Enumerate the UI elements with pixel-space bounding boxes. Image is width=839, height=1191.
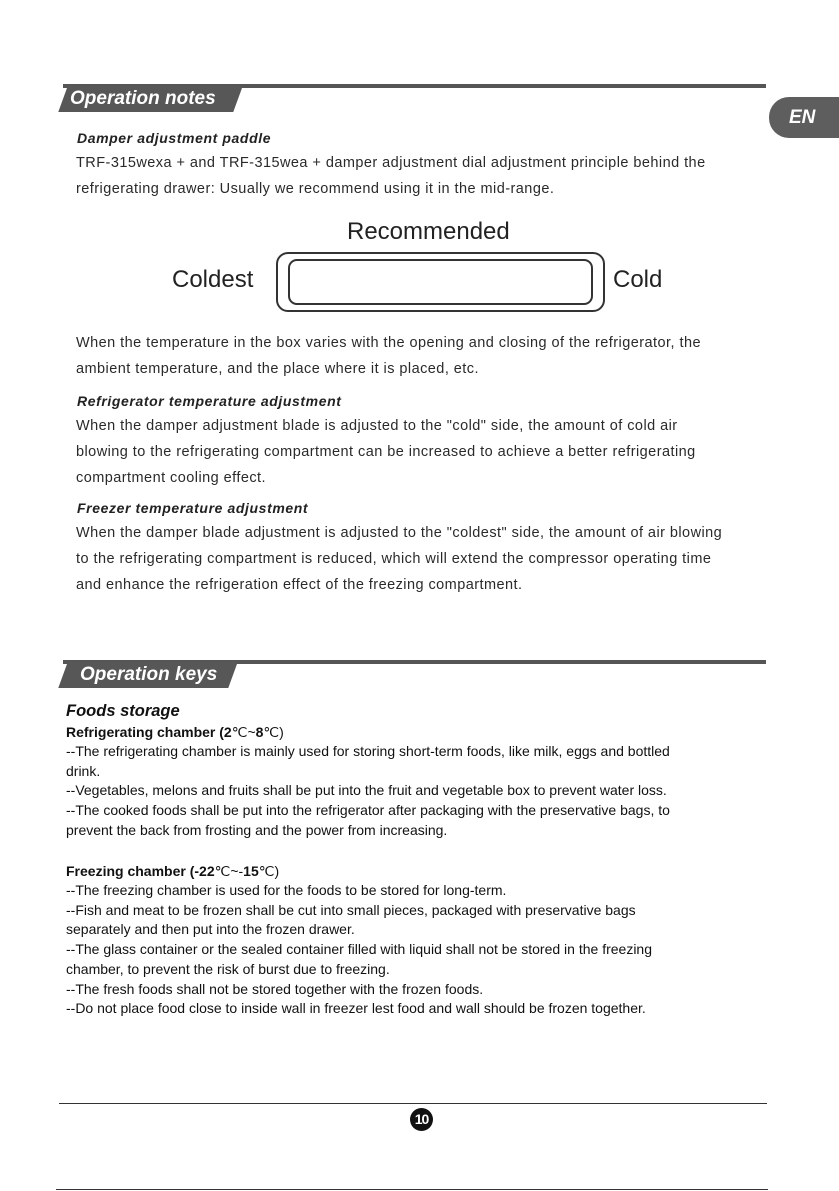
heading-text: Refrigerating chamber (2 <box>66 724 232 740</box>
footer-divider <box>59 1103 767 1104</box>
text-line: blowing to the refrigerating compartment can be increased to achieve a better refrigerating <box>76 443 696 460</box>
text-line: --The refrigerating chamber is mainly used for storing short-term foods, like milk, eggs and bottled <box>66 743 670 759</box>
text-line: When the damper blade adjustment is adjusted to the "coldest" side, the amount of air blowing <box>76 525 723 541</box>
freezing-chamber-heading <box>66 863 279 880</box>
text-line: ambient temperature, and the place where it is placed, etc. <box>76 360 479 377</box>
text-line: prevent the back from frosting and the power from increasing. <box>66 821 448 838</box>
text-line: --Fish and meat to be frozen shall be cut into small pieces, packaged with preservative bags <box>66 901 636 918</box>
heading-text: ℃~ <box>231 724 256 740</box>
heading-text: ℃) <box>263 724 284 740</box>
foods-storage-heading: Foods storage <box>66 702 180 720</box>
text-line: and enhance the refrigeration effect of the freezing compartment. <box>76 576 523 593</box>
text-line: --Do not place food close to inside wall in freezer lest food and wall should be frozen together. <box>66 1000 646 1017</box>
text-line: drink. <box>66 762 101 779</box>
dial-cold-label: Cold <box>613 266 663 293</box>
text-line: to the refrigerating compartment is reduced, which will extend the compressor operating time <box>76 550 712 567</box>
text-line: When the damper adjustment blade is adjusted to the "cold" side, the amount of cold air <box>76 418 678 434</box>
dial-recommended-label: Recommended <box>347 218 510 245</box>
freezer-adjustment-heading: Freezer temperature adjustment <box>77 500 309 516</box>
text-line: --The freezing chamber is used for the foods to be stored for long-term. <box>66 882 507 898</box>
freezer-adjustment-paragraph <box>76 521 722 598</box>
bottom-divider <box>56 1189 768 1190</box>
refrigerator-adjustment-paragraph <box>76 414 696 491</box>
text-line: chamber, to prevent the risk of burst due to freezing. <box>66 960 390 977</box>
text-line: --The cooked foods shall be put into the refrigerator after packaging with the preservative bags, to <box>66 802 670 819</box>
language-badge: EN <box>769 97 839 138</box>
section-title-operation-keys: Operation keys <box>80 664 218 685</box>
refrigerating-chamber-text <box>66 742 670 841</box>
damper-dial-slot <box>288 259 593 305</box>
text-line: refrigerating drawer: Usually we recommend using it in the mid-range. <box>76 180 555 197</box>
section-title-operation-notes: Operation notes <box>70 88 216 109</box>
page-number: 10 <box>410 1108 433 1131</box>
dial-coldest-label: Coldest <box>172 266 254 293</box>
freezing-chamber-text <box>66 881 652 1019</box>
heading-text: ℃) <box>258 863 280 879</box>
temperature-note <box>76 331 701 383</box>
text-line: separately and then put into the frozen drawer. <box>66 921 355 938</box>
heading-text: ℃~- <box>214 863 244 879</box>
refrigerating-chamber-heading <box>66 724 284 741</box>
text-line: compartment cooling effect. <box>76 469 267 486</box>
heading-text: Freezing chamber (-22 <box>66 863 215 879</box>
heading-text: 8 <box>255 724 264 740</box>
damper-paragraph <box>76 151 706 203</box>
refrigerator-adjustment-heading: Refrigerator temperature adjustment <box>77 393 342 409</box>
damper-heading: Damper adjustment paddle <box>77 130 272 146</box>
text-line: --The fresh foods shall not be stored together with the frozen foods. <box>66 980 484 997</box>
text-line: --The glass container or the sealed container filled with liquid shall not be stored in the freezing <box>66 941 652 958</box>
text-line: TRF-315wexa + and TRF-315wea + damper adjustment dial adjustment principle behind the <box>76 155 706 171</box>
heading-text: 15 <box>243 863 259 879</box>
text-line: When the temperature in the box varies with the opening and closing of the refrigerator, the <box>76 335 701 351</box>
text-line: --Vegetables, melons and fruits shall be put into the fruit and vegetable box to prevent water loss. <box>66 782 667 799</box>
